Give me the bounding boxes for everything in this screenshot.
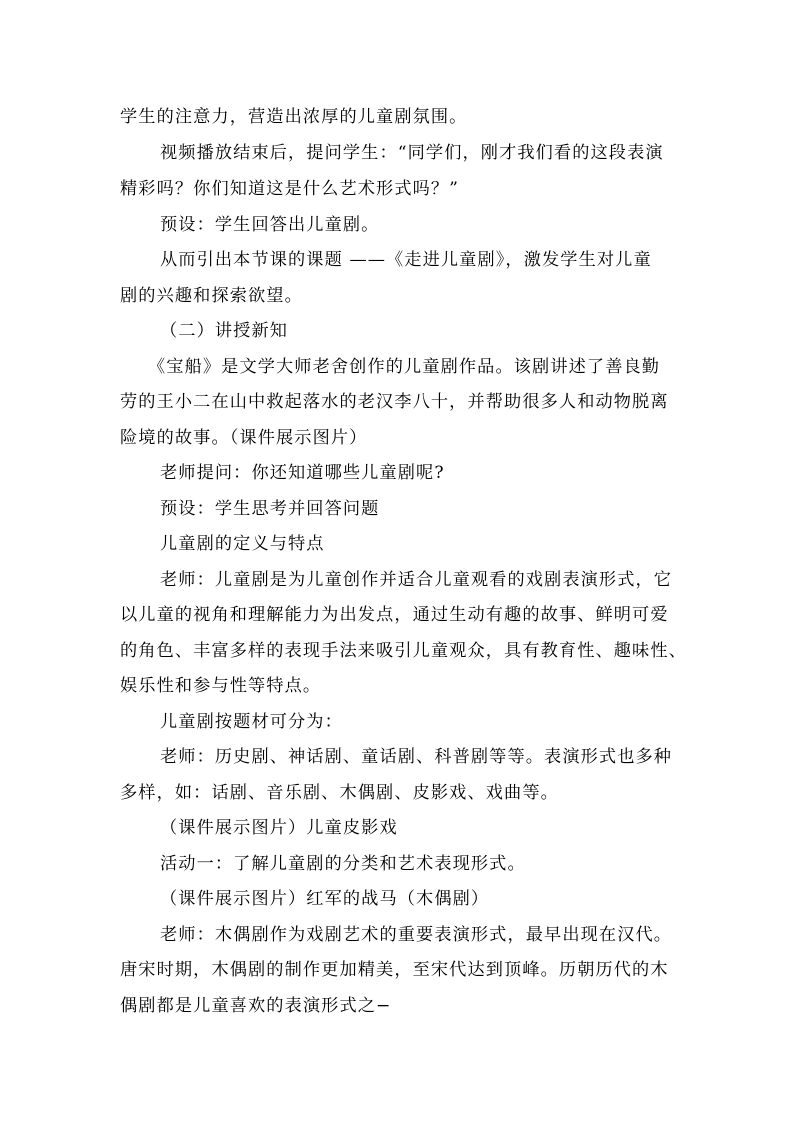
text-line: 剧的兴趣和探索欲望。 <box>120 286 303 306</box>
text-line: 学生的注意力，营造出浓厚的儿童剧氛围。 <box>120 107 468 127</box>
text-line: 从而引出本节课的课题 ——《走进儿童剧》，激发学生对儿童 <box>160 250 652 270</box>
subheading: 儿童剧按题材可分为： <box>160 712 343 732</box>
text-line: 娱乐性和参与性等特点。 <box>120 676 322 696</box>
text-line: （课件展示图片）红军的战马（木偶剧） <box>160 889 490 909</box>
section-heading: （二）讲授新知 <box>160 321 289 341</box>
text-line: 老师：儿童剧是为儿童创作并适合儿童观看的戏剧表演形式，它 <box>160 570 673 590</box>
text-line: 《宝船》是文学大师老舍创作的儿童剧作品。该剧讲述了善良勤 <box>148 357 661 377</box>
text-line: （课件展示图片）儿童皮影戏 <box>160 818 398 838</box>
text-line: 的角色、丰富多样的表现手法来吸引儿童观众，具有教育性、趣味性、 <box>120 641 687 661</box>
text-line: 多样，如：话剧、音乐剧、木偶剧、皮影戏、戏曲等。 <box>120 783 559 803</box>
text-line: 活动一：了解儿童剧的分类和艺术表现形式。 <box>160 854 526 874</box>
text-line: 预设：学生回答出儿童剧。 <box>160 215 380 235</box>
text-line: 视频播放结束后，提问学生：“同学们，刚才我们看的这段表演 <box>160 143 664 163</box>
text-line: 预设：学生思考并回答问题 <box>160 499 380 519</box>
text-line: 精彩吗？你们知道这是什么艺术形式吗？” <box>120 179 460 199</box>
text-line: 以儿童的视角和理解能力为出发点，通过生动有趣的故事、鲜明可爱 <box>120 605 669 625</box>
subheading: 儿童剧的定义与特点 <box>160 534 325 554</box>
text-line: 险境的故事。（课件展示图片） <box>120 428 368 448</box>
text-line: 老师：木偶剧作为戏剧艺术的重要表演形式，最早出现在汉代。 <box>160 925 673 945</box>
text-line: 老师：历史剧、神话剧、童话剧、科普剧等等。表演形式也多种 <box>160 747 673 767</box>
text-line: 劳的王小二在山中救起落水的老汉李八十，并帮助很多人和动物脱离 <box>120 392 669 412</box>
text-line: 老师提问：你还知道哪些儿童剧呢? <box>160 463 445 483</box>
text-line: 唐宋时期，木偶剧的制作更加精美，至宋代达到顶峰。历朝历代的木 <box>120 960 669 980</box>
text-line: 偶剧都是儿童喜欢的表演形式之− <box>120 996 392 1016</box>
